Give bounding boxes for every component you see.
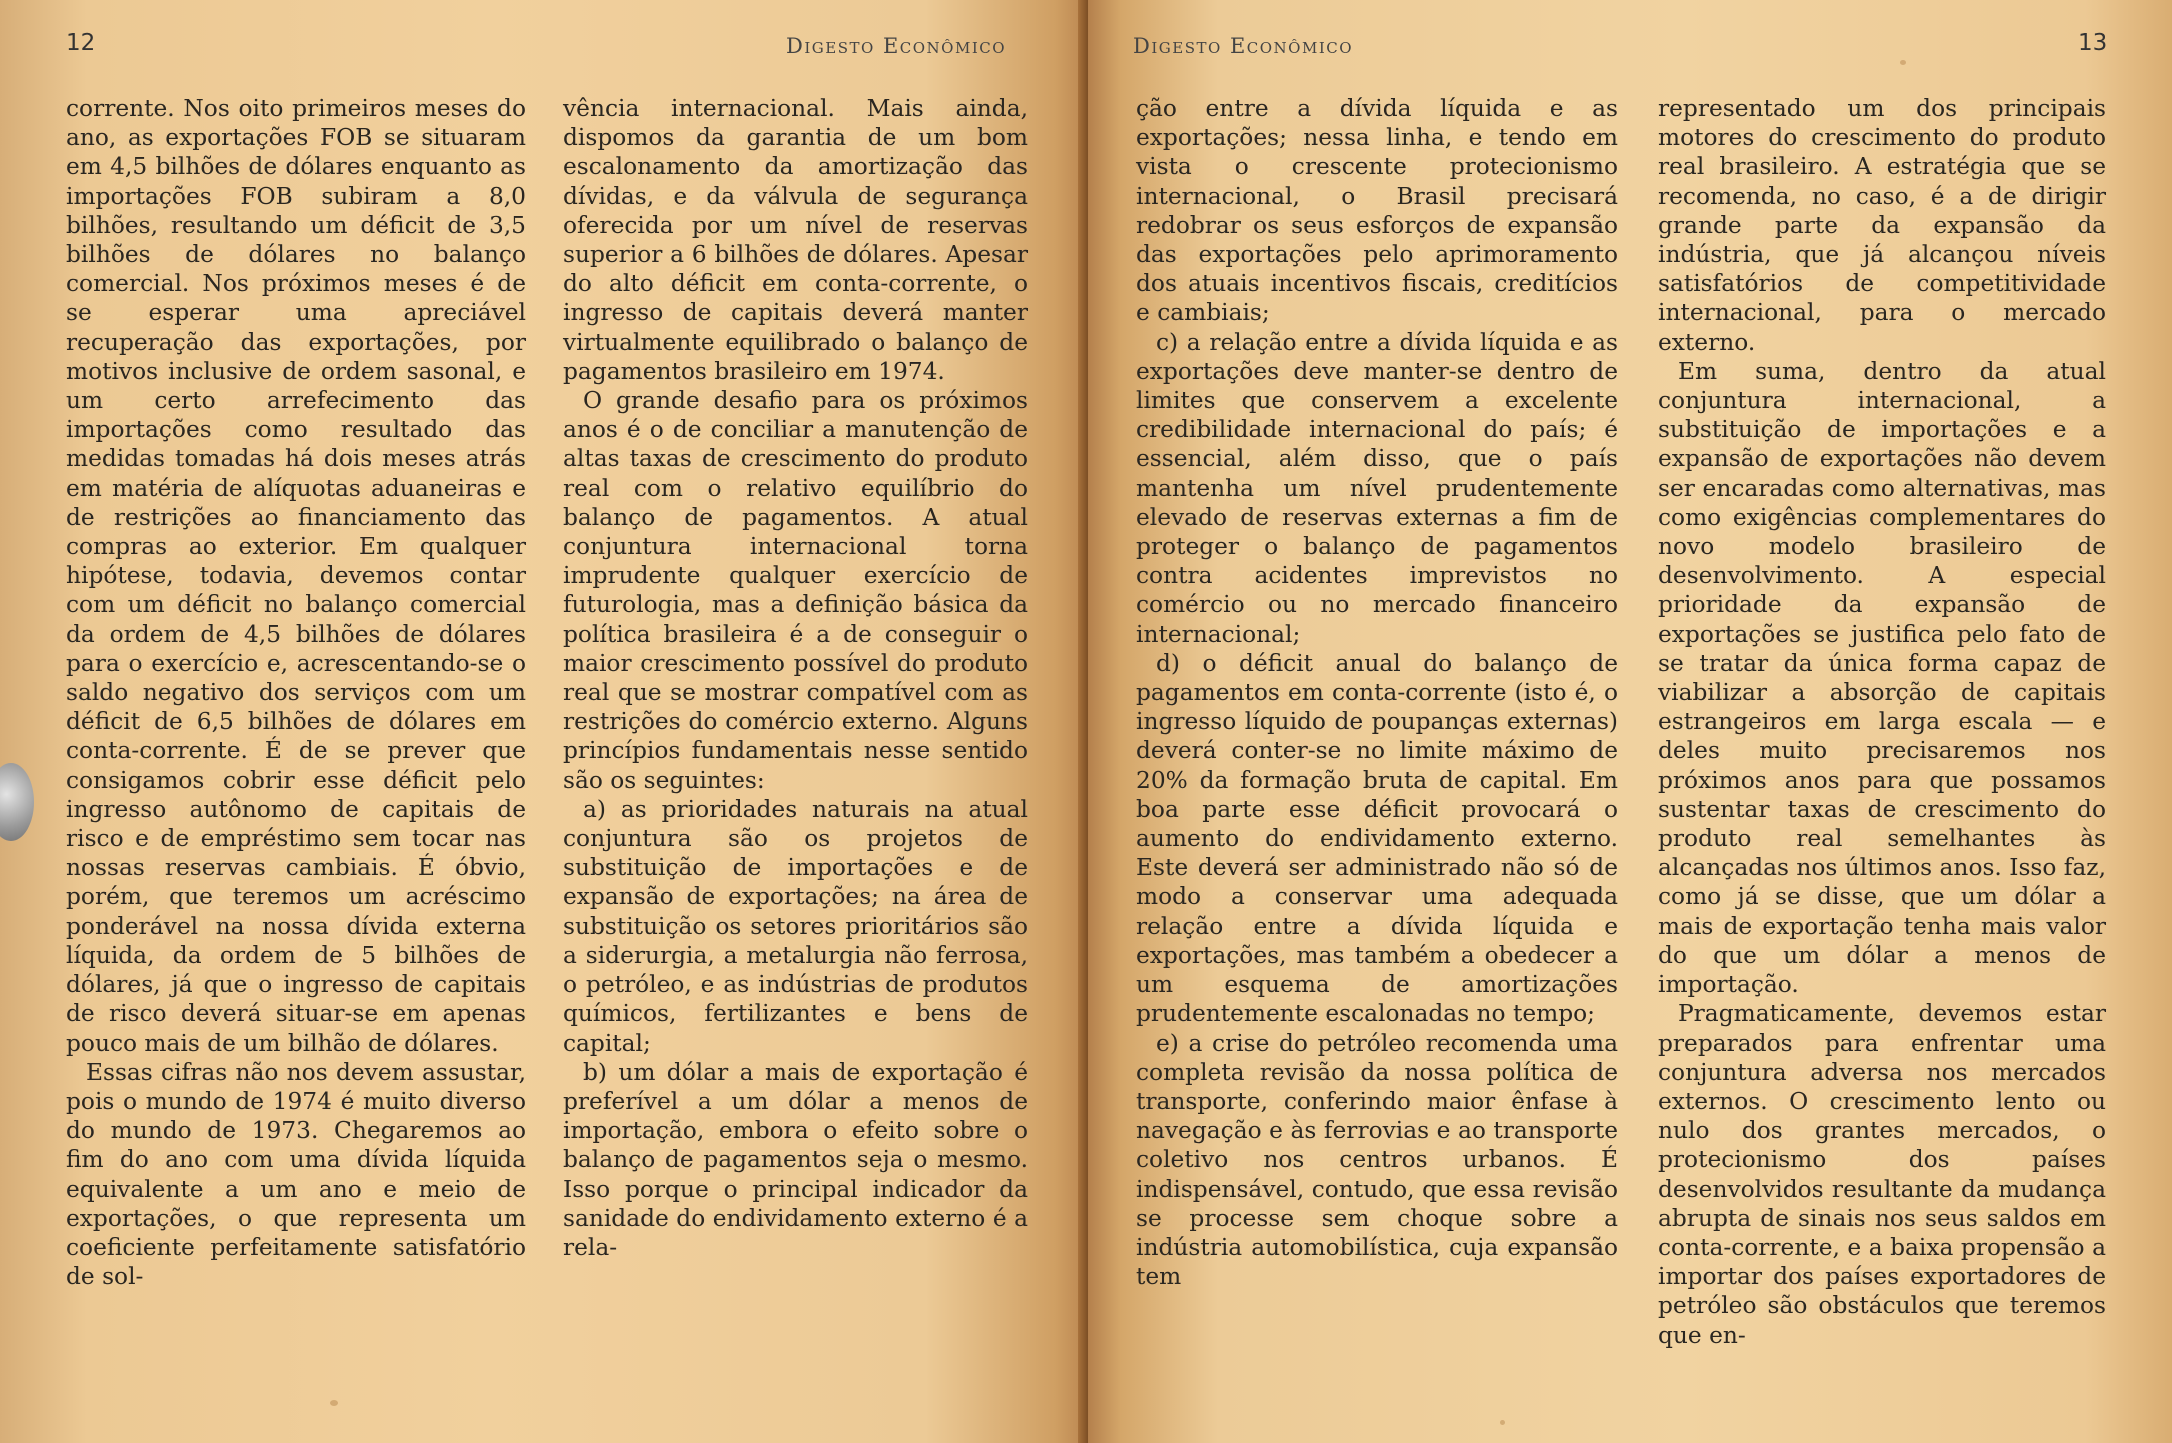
text-column-2: [563, 94, 1028, 1262]
paragraph: a) as prioridades naturais na atual conjuntura são os projetos de substituição de importações e de expansão de exportações; na área de substituição os setores prioritários são a siderurgia, a metalurgia não ferrosa, o petróleo, e as indústrias de produtos químicos, fertilizantes e bens de capital;: [563, 795, 1028, 1057]
paragraph: ção entre a dívida líquida e as exportações; nessa linha, e tendo em vista o crescente protecionismo internacional, o Brasil precisará redobrar os seus esforços de expansão das exportações pelo aprimoramento dos atuais incentivos fiscais, creditícios e cambiais;: [1136, 95, 1618, 327]
binder-clip-icon: [0, 763, 34, 841]
text-column-4: [1658, 94, 2106, 1350]
running-head: Digesto Econômico: [1133, 34, 1354, 58]
paragraph: d) o déficit anual do balanço de pagamentos em conta-corrente (isto é, o ingresso líquido de poupanças externas) deverá conter-se no limite máximo de 20% da formação bruta de capital. Em boa parte esse déficit provocará o aumento do endividamento externo. Este deverá ser administrado não só de modo a conservar uma adequada relação entre a dívida líquida e exportações, mas também a obedecer a um esquema de amortizações prudentemente escalonadas no tempo;: [1136, 649, 1618, 1028]
paragraph: Essas cifras não nos devem assustar, pois o mundo de 1974 é muito diverso do mundo de 1973. Chegaremos ao fim do ano com uma dívida líquida equivalente a um ano e meio de exportações, o que representa um coeficiente perfeitamente satisfatório de sol-: [66, 1058, 526, 1291]
paragraph: corrente. Nos oito primeiros meses do ano, as exportações FOB se situaram em 4,5 bilhões de dólares enquanto as importações FOB subiram a 8,0 bilhões, resultando um déficit de 3,5 bilhões de dólares no balanço comercial. Nos próximos meses é de se esperar uma apreciável recuperação das exportações, por motivos inclusive de ordem sasonal, e um certo arrefecimento das importações como resultado das medidas tomadas há dois meses atrás em matéria de alíquotas aduaneiras e de restrições ao financiamento das compras ao exterior. Em qualquer hipótese, todavia, devemos contar com um déficit no balanço comercial da ordem de 4,5 bilhões de dólares para o exercício e, acrescentando-se o saldo negativo dos serviços com um déficit de 6,5 bilhões de dólares em conta-corrente. É de se prever que consigamos cobrir esse déficit pelo ingresso autônomo de capitais de risco e de empréstimo sem tocar nas nossas reservas cambiais. É óbvio, porém, que teremos um acréscimo ponderável na nossa dívida externa líquida, da ordem de 5 bilhões de dólares, já que o ingresso de capitais de risco deverá situar-se em apenas pouco mais de um bilhão de dólares.: [66, 95, 526, 1057]
paper-speck: [330, 1400, 338, 1406]
paper-speck: [1500, 1420, 1505, 1425]
paragraph: vência internacional. Mais ainda, dispomos da garantia de um bom escalonamento da amortização das dívidas, e da válvula de segurança oferecida por um nível de reservas superior a 6 bilhões de dólares. Apesar do alto déficit em conta-corrente, o ingresso de capitais deverá manter virtualmente equilibrado o balanço de pagamentos brasileiro em 1974.: [563, 95, 1028, 385]
paragraph: Pragmaticamente, devemos estar preparados para enfrentar uma conjuntura adversa nos mercados externos. O crescimento lento ou nulo dos grantes mercados, o protecionismo dos países desenvolvidos resultante da mudança abrupta de sinais nos seus saldos em conta-corrente, e a baixa propensão a importar dos países exportadores de petróleo são obstáculos que teremos que en-: [1658, 1000, 2106, 1349]
page-number: 12: [66, 30, 96, 56]
text-column-3: [1136, 94, 1618, 1291]
paragraph: b) um dólar a mais de exportação é preferível a um dólar a menos de importação, embora o efeito sobre o balanço de pagamentos seja o mesmo. Isso porque o principal indicador da sanidade do endividamento externo é a rela-: [563, 1058, 1028, 1261]
right-page: [1088, 0, 2172, 1443]
paragraph: representado um dos principais motores do crescimento do produto real brasileiro. A estratégia que se recomenda, no caso, é a de dirigir grande parte da expansão da indústria, que já alcançou níveis satisfatórios de competitividade internacional, para o mercado externo.: [1658, 95, 2106, 356]
paragraph: e) a crise do petróleo recomenda uma completa revisão da nossa política de transporte, conferindo maior ênfase à navegação e às ferrovias e ao transporte coletivo nos centros urbanos. É indispensável, contudo, que essa revisão se processe sem choque sobre a indústria automobilística, cuja expansão tem: [1136, 1029, 1618, 1291]
text-column-1: [66, 94, 526, 1291]
page-number: 13: [2078, 30, 2108, 56]
paper-speck: [1900, 60, 1906, 65]
paragraph: O grande desafio para os próximos anos é o de conciliar a manutenção de altas taxas de crescimento do produto real com o relativo equilíbrio do balanço de pagamentos. A atual conjuntura internacional torna imprudente qualquer exercício de futurologia, mas a definição básica da política brasileira é a de conseguir o maior crescimento possível do produto real que se mostrar compatível com as restrições do comércio externo. Alguns princípios fundamentais nesse sentido são os seguintes:: [563, 387, 1028, 794]
running-head: Digesto Econômico: [786, 34, 1007, 58]
paragraph: Em suma, dentro da atual conjuntura internacional, a substituição de importações e a expansão de exportações não devem ser encaradas como alternativas, mas como exigências complementares do novo modelo brasileiro de desenvolvimento. A especial prioridade da expansão de exportações se justifica pelo fato de se tratar da única forma capaz de viabilizar a absorção de capitais estrangeiros em larga escala — e deles muito precisaremos nos próximos anos para que possamos sustentar taxas de crescimento do produto real semelhantes às alcançadas nos últimos anos. Isso faz, como já se disse, que um dólar a mais de exportação tenha mais valor do que um dólar a menos de importação.: [1658, 357, 2106, 999]
paragraph: c) a relação entre a dívida líquida e as exportações deve manter-se dentro de limites que conservem a excelente credibilidade internacional do país; é essencial, além disso, que o país mantenha um nível prudentemente elevado de reservas externas a fim de proteger o balanço de pagamentos contra acidentes imprevistos no comércio ou no mercado financeiro internacional;: [1136, 328, 1618, 648]
